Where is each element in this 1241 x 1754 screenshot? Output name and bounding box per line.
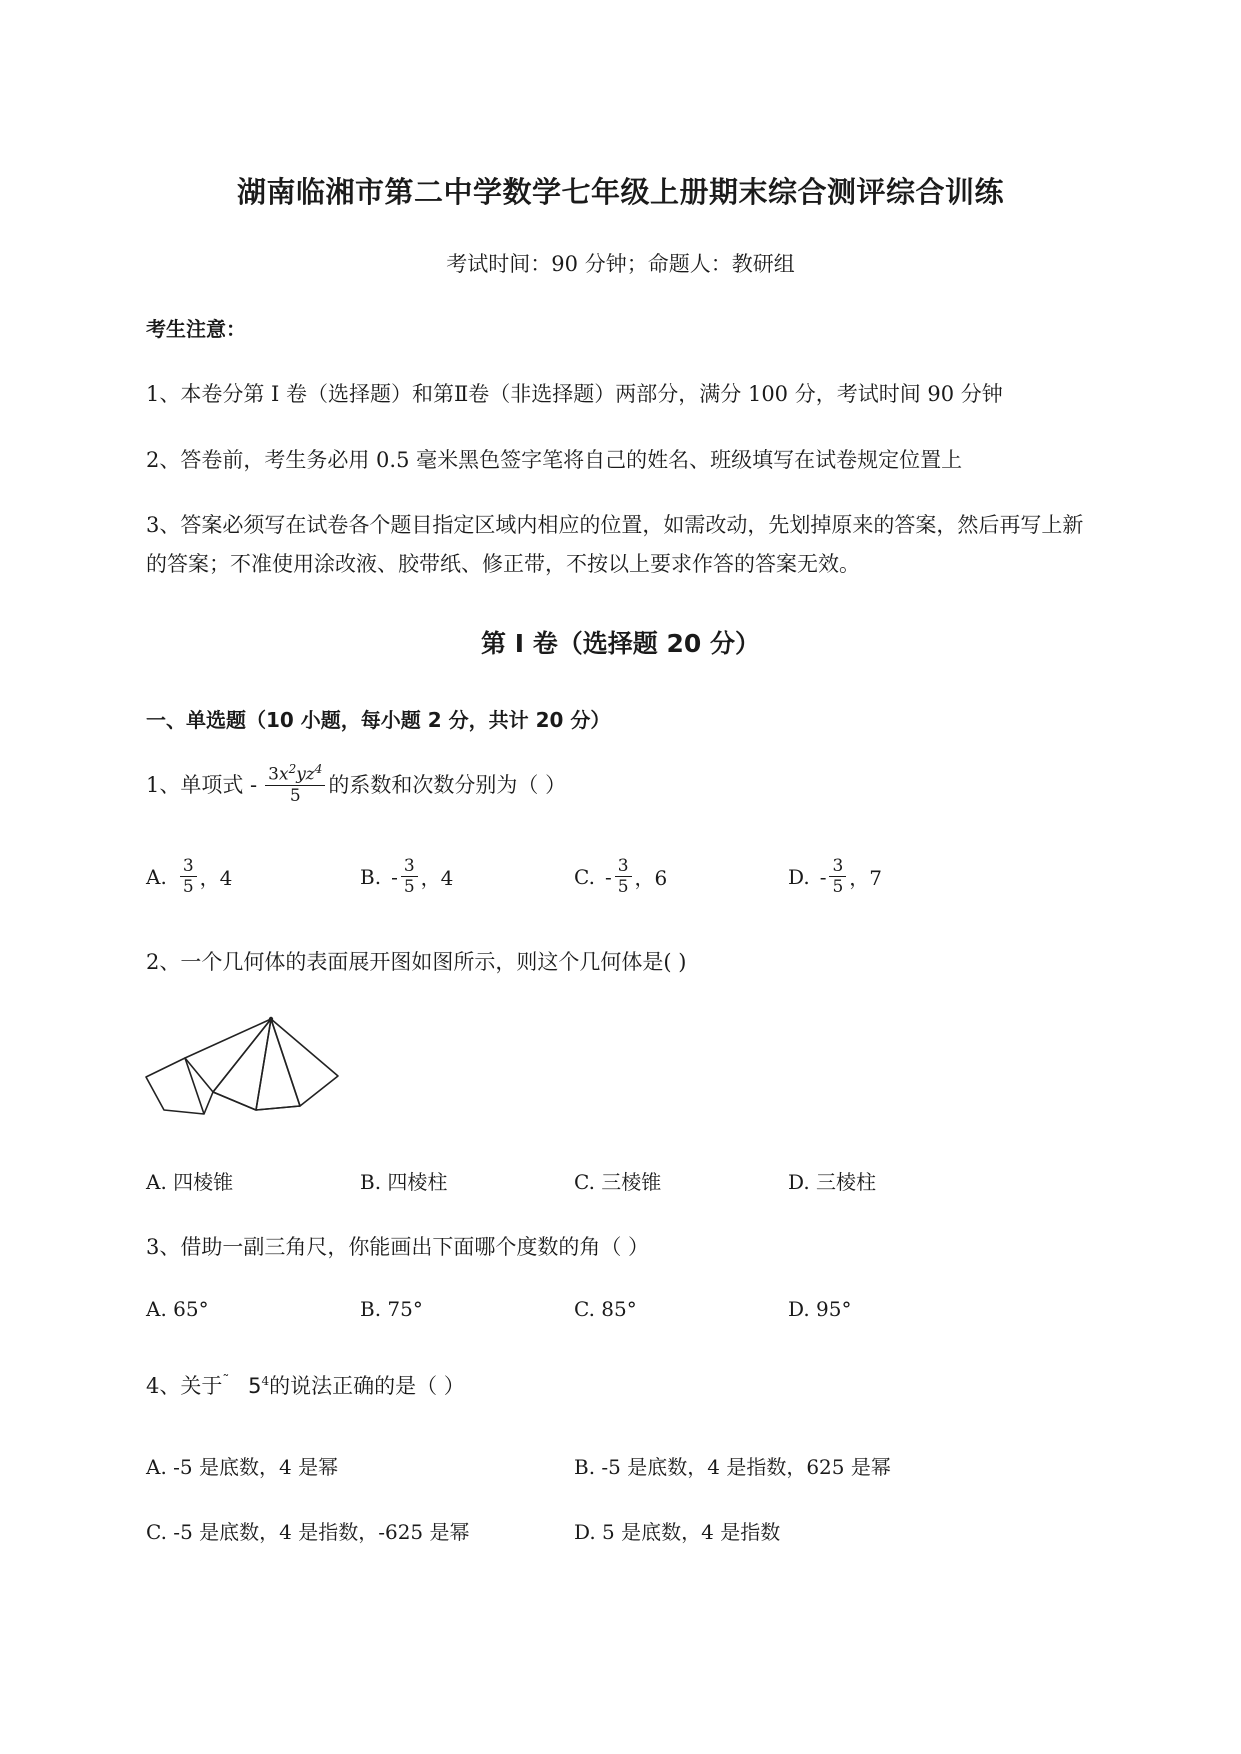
q1-prefix: 1、单项式 - — [146, 773, 258, 798]
notice-heading: 考生注意： — [146, 317, 246, 341]
q4-option-c[interactable]: C. -5 是底数，4 是指数，-625 是幂 — [146, 1520, 470, 1544]
q2-option-b[interactable]: B. 四棱柱 — [360, 1170, 448, 1194]
q3-option-b[interactable]: B. 75° — [360, 1297, 423, 1321]
q1-option-c[interactable]: C. - $\frac{3}{5}$ ，6 — [574, 856, 668, 898]
page-title: 湖南临湘市第二中学数学七年级上册期末综合测评综合训练 — [236, 175, 1004, 209]
notice-item-2: 2、答卷前，考生务必用 0.5 毫米黑色签字笔将自己的姓名、班级填写在试卷规定位置上 — [146, 448, 963, 472]
q4-option-b[interactable]: B. -5 是底数，4 是指数，625 是幂 — [574, 1455, 891, 1479]
q1-monomial-fraction — [265, 762, 325, 806]
q4-option-a[interactable]: A. -5 是底数，4 是幂 — [146, 1455, 339, 1479]
q1-option-d[interactable]: D. - $\frac{3}{5}$ ，7 — [788, 856, 883, 898]
net-triangle-face-1 — [185, 1019, 271, 1092]
q3-option-a[interactable]: A. 65° — [146, 1297, 209, 1321]
q2-option-d[interactable]: D. 三棱柱 — [788, 1170, 877, 1194]
q4-option-d[interactable]: D. 5 是底数，4 是指数 — [574, 1520, 781, 1544]
question-2: 2、一个几何体的表面展开图如图所示，则这个几何体是( ) — [146, 950, 687, 974]
q1-numerator: $3x^2yz^4$ — [265, 762, 325, 786]
q1-suffix: 的系数和次数分别为（ ） — [328, 773, 567, 798]
net-triangle-face-4 — [271, 1019, 338, 1106]
q3-option-d[interactable]: D. 95° — [788, 1297, 852, 1321]
q1-denominator: 5 — [289, 786, 301, 807]
q2-option-c[interactable]: C. 三棱锥 — [574, 1170, 662, 1194]
q4-prefix: 4、关于 — [146, 1374, 223, 1398]
q1-option-b[interactable]: B. - $\frac{3}{5}$ ，4 — [360, 856, 454, 898]
notice-item-3-cont: 的答案；不准使用涂改液、胶带纸、修正带，不按以上要求作答的答案无效。 — [146, 552, 860, 576]
notice-item-3: 3、答案必须写在试卷各个题目指定区域内相应的位置，如需改动，先划掉原来的答案，然后再写上新 — [146, 513, 1084, 537]
question-1 — [146, 762, 566, 806]
q4-suffix: 的说法正确的是（ ） — [269, 1374, 465, 1398]
apex-point — [269, 1017, 273, 1021]
q4-exponent: 4 — [261, 1374, 270, 1388]
part-heading: 一、单选题（10 小题，每小题 2 分，共计 20 分） — [146, 708, 611, 732]
q2-option-a[interactable]: A. 四棱锥 — [146, 1170, 234, 1194]
q3-option-c[interactable]: C. 85° — [574, 1297, 637, 1321]
exam-info: 考试时间：90 分钟；命题人：教研组 — [446, 252, 795, 276]
net-square-face — [146, 1058, 204, 1114]
q4-tilde: ˜ — [222, 1373, 230, 1389]
notice-item-1: 1、本卷分第 I 卷（选择题）和第Ⅱ卷（非选择题）两部分，满分 100 分，考试时间 90 分钟 — [146, 382, 1003, 406]
q1-option-a[interactable]: A. $\frac{3}{5}$ ，4 — [146, 856, 233, 898]
section-title: 第 I 卷（选择题 20 分） — [481, 629, 760, 658]
q4-base: 5 — [248, 1374, 262, 1398]
question-3: 3、借助一副三角尺，你能画出下面哪个度数的角（ ） — [146, 1235, 650, 1259]
net-triangle-face-3 — [256, 1019, 300, 1110]
net-diagram — [140, 1010, 350, 1120]
question-4 — [146, 1370, 465, 1400]
